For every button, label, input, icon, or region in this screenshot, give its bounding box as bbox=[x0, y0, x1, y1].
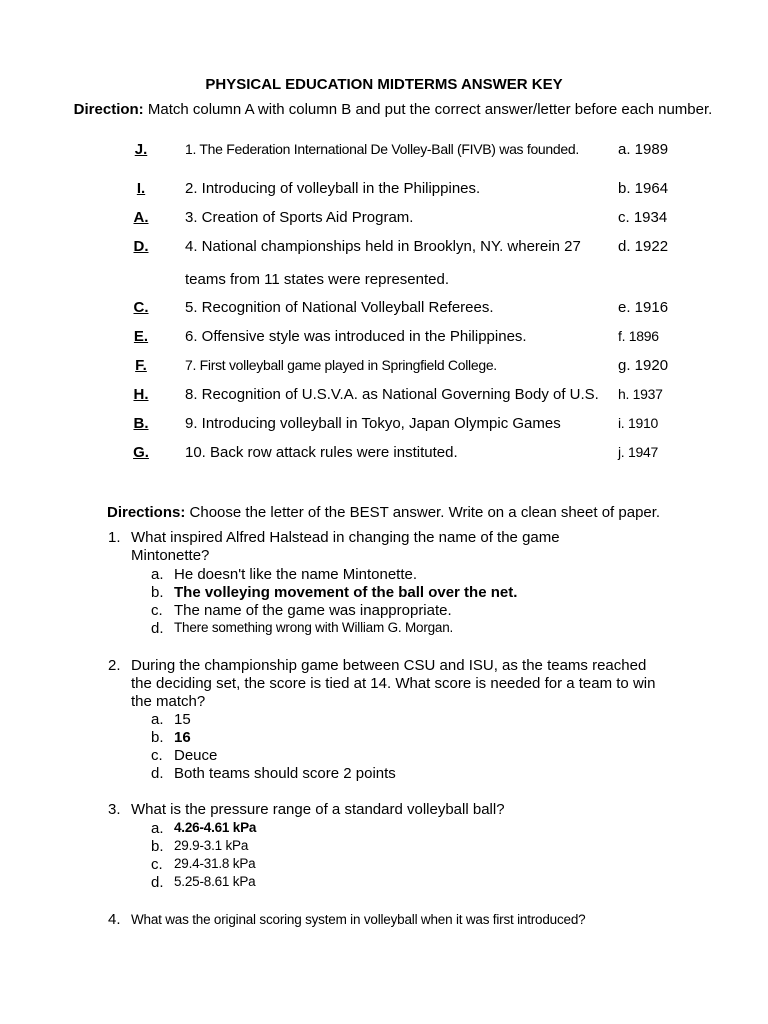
option-letter: a. bbox=[151, 711, 164, 728]
matching-question: 3. Creation of Sports Aid Program. bbox=[185, 209, 414, 226]
option-text: 4.26-4.61 kPa bbox=[174, 820, 257, 835]
matching-question: 8. Recognition of U.S.V.A. as National Governing Body of U.S. bbox=[185, 386, 599, 403]
page-title: PHYSICAL EDUCATION MIDTERMS ANSWER KEY bbox=[205, 76, 563, 93]
matching-row bbox=[0, 209, 768, 229]
matching-answer: D. bbox=[133, 238, 149, 255]
matching-row bbox=[0, 444, 768, 464]
answer-option bbox=[0, 838, 768, 856]
matching-answer: J. bbox=[134, 141, 148, 158]
matching-row bbox=[0, 328, 768, 348]
answer-option bbox=[0, 874, 768, 892]
option-letter: d. bbox=[151, 620, 164, 637]
matching-option: h. 1937 bbox=[618, 386, 663, 402]
matching-row bbox=[0, 415, 768, 435]
matching-option: f. 1896 bbox=[618, 328, 659, 344]
matching-option: b. 1964 bbox=[618, 180, 669, 197]
matching-row bbox=[0, 357, 768, 377]
matching-answer: H. bbox=[133, 386, 149, 403]
matching-option: a. 1989 bbox=[618, 141, 669, 158]
option-text: There something wrong with William G. Morgan. bbox=[174, 620, 454, 635]
matching-question: 6. Offensive style was introduced in the Philippines. bbox=[185, 328, 527, 345]
matching-row bbox=[0, 238, 768, 258]
directions-line bbox=[107, 504, 660, 521]
option-text: He doesn't like the name Mintonette. bbox=[174, 566, 418, 583]
matching-row bbox=[0, 180, 768, 200]
matching-question: 2. Introducing of volleyball in the Philippines. bbox=[185, 180, 481, 197]
matching-continuation: teams from 11 states were represented. bbox=[185, 271, 450, 288]
matching-answer: F. bbox=[135, 357, 147, 374]
matching-question: 10. Back row attack rules were instituted. bbox=[185, 444, 458, 461]
option-letter: b. bbox=[151, 584, 164, 601]
matching-question: 1. The Federation International De Volley-Ball (FIVB) was founded. bbox=[185, 141, 579, 157]
answer-option bbox=[0, 602, 768, 620]
question-text: During the championship game between CSU and ISU, as the teams reached the deciding set, the score is tied at 14. What score is needed for a team to win the match? bbox=[131, 657, 656, 710]
option-text: Deuce bbox=[174, 747, 218, 764]
answer-option bbox=[0, 856, 768, 874]
question-text: What is the pressure range of a standard volleyball ball? bbox=[131, 801, 505, 818]
answer-option bbox=[0, 729, 768, 747]
matching-question: 9. Introducing volleyball in Tokyo, Japan Olympic Games bbox=[185, 415, 561, 432]
matching-row bbox=[0, 141, 768, 161]
option-text: 5.25-8.61 kPa bbox=[174, 874, 256, 889]
option-text: 16 bbox=[174, 729, 191, 746]
matching-option: j. 1947 bbox=[618, 444, 658, 460]
matching-row bbox=[0, 386, 768, 406]
option-letter: a. bbox=[151, 566, 164, 583]
question bbox=[0, 657, 768, 711]
question bbox=[0, 911, 768, 929]
matching-answer: G. bbox=[133, 444, 149, 461]
answer-option bbox=[0, 765, 768, 783]
matching-option: d. 1922 bbox=[618, 238, 669, 255]
option-letter: d. bbox=[151, 874, 164, 891]
option-text: Both teams should score 2 points bbox=[174, 765, 396, 782]
option-text: The name of the game was inappropriate. bbox=[174, 602, 452, 619]
option-letter: b. bbox=[151, 838, 164, 855]
option-text: 15 bbox=[174, 711, 191, 728]
option-letter: c. bbox=[151, 602, 163, 619]
question-number: 2. bbox=[108, 657, 121, 674]
matching-answer: I. bbox=[136, 180, 146, 197]
option-letter: b. bbox=[151, 729, 164, 746]
answer-option bbox=[0, 584, 768, 602]
directions-label: Directions: bbox=[107, 504, 186, 521]
option-letter: c. bbox=[151, 856, 163, 873]
matching-answer: E. bbox=[133, 328, 149, 345]
directions-text: Choose the letter of the BEST answer. Write on a clean sheet of paper. bbox=[185, 504, 661, 521]
matching-answer: B. bbox=[133, 415, 149, 432]
question bbox=[0, 801, 768, 819]
matching-answer: A. bbox=[133, 209, 149, 226]
option-letter: c. bbox=[151, 747, 163, 764]
question-number: 3. bbox=[108, 801, 121, 818]
matching-question: 5. Recognition of National Volleyball Referees. bbox=[185, 299, 494, 316]
option-letter: a. bbox=[151, 820, 164, 837]
question-number: 4. bbox=[108, 911, 121, 928]
option-text: 29.9-3.1 kPa bbox=[174, 838, 249, 853]
question-number: 1. bbox=[108, 529, 121, 546]
option-text: 29.4-31.8 kPa bbox=[174, 856, 256, 871]
matching-answer: C. bbox=[133, 299, 149, 316]
question-text: What was the original scoring system in volleyball when it was first introduced? bbox=[131, 912, 586, 927]
matching-option: i. 1910 bbox=[618, 415, 658, 431]
matching-option: c. 1934 bbox=[618, 209, 668, 226]
direction-label: Direction: bbox=[73, 101, 144, 118]
matching-row bbox=[0, 299, 768, 319]
matching-question: 7. First volleyball game played in Springfield College. bbox=[185, 357, 497, 373]
answer-option bbox=[0, 566, 768, 584]
question bbox=[0, 529, 768, 565]
answer-option bbox=[0, 711, 768, 729]
answer-option bbox=[0, 620, 768, 638]
direction-text: Match column A with column B and put the correct answer/letter before each number. bbox=[143, 101, 713, 118]
answer-option bbox=[0, 747, 768, 765]
matching-option: e. 1916 bbox=[618, 299, 669, 316]
answer-option bbox=[0, 820, 768, 838]
matching-option: g. 1920 bbox=[618, 357, 669, 374]
option-text: The volleying movement of the ball over the net. bbox=[174, 584, 518, 601]
matching-question: 4. National championships held in Brooklyn, NY. wherein 27 bbox=[185, 238, 581, 255]
question-text: What inspired Alfred Halstead in changing the name of the game Mintonette? bbox=[131, 529, 560, 564]
option-letter: d. bbox=[151, 765, 164, 782]
direction-line bbox=[0, 101, 768, 118]
